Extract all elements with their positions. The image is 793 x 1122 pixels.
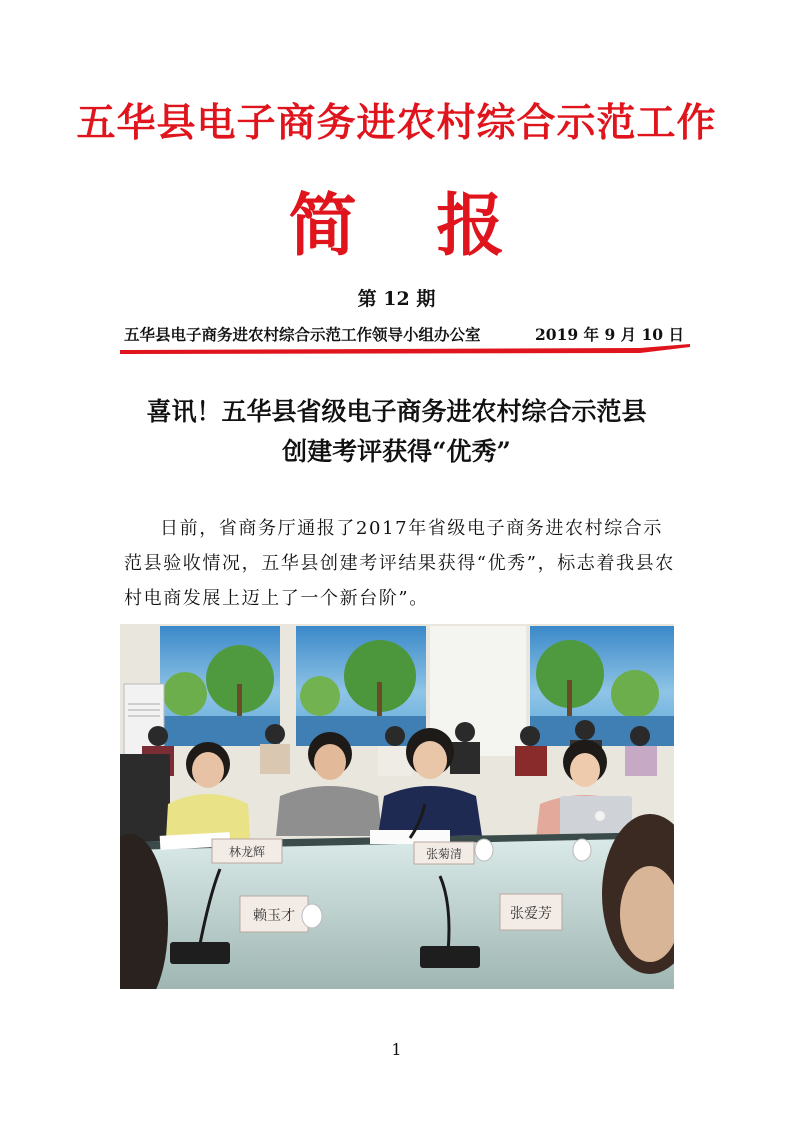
conference-table	[120, 832, 674, 989]
headline-line-1: 喜讯！五华县省级电子商务进农村综合示范县	[146, 397, 647, 426]
name-card-3	[240, 896, 308, 932]
name-card-1	[212, 839, 282, 863]
svg-text:张爱芳: 张爱芳	[510, 906, 552, 922]
bulletin-title: 五华县电子商务进农村综合示范工作	[76, 100, 717, 146]
svg-text:林龙辉: 林龙辉	[228, 845, 266, 859]
issue-number: 第 12 期	[357, 288, 436, 310]
name-card-4	[500, 894, 562, 930]
wall-mural-right	[530, 626, 674, 746]
svg-text:张菊清: 张菊清	[425, 847, 463, 861]
meeting-photo	[120, 624, 674, 989]
name-card-2	[414, 842, 474, 864]
svg-text:赖玉才: 赖玉才	[253, 908, 295, 924]
article-body: 日前，省商务厅通报了2017年省级电子商务进农村综合示范县验收情况，五华县创建考评结果获得“优秀”，标志着我县农村电商发展上迈上了一个新台阶”。	[124, 518, 675, 609]
header-divider	[120, 344, 690, 358]
wall-mural-left	[160, 626, 280, 746]
issue-date: 2019 年 9 月 10 日	[535, 325, 684, 344]
page-number: 1	[391, 1040, 402, 1059]
issuing-office: 五华县电子商务进农村综合示范工作领导小组办公室	[124, 325, 481, 344]
headline-line-2: 创建考评获得“优秀”	[282, 437, 511, 466]
bulletin-subtitle: 简 报	[288, 186, 533, 266]
article-headline	[0, 392, 793, 472]
wall-mural-center	[296, 626, 426, 746]
